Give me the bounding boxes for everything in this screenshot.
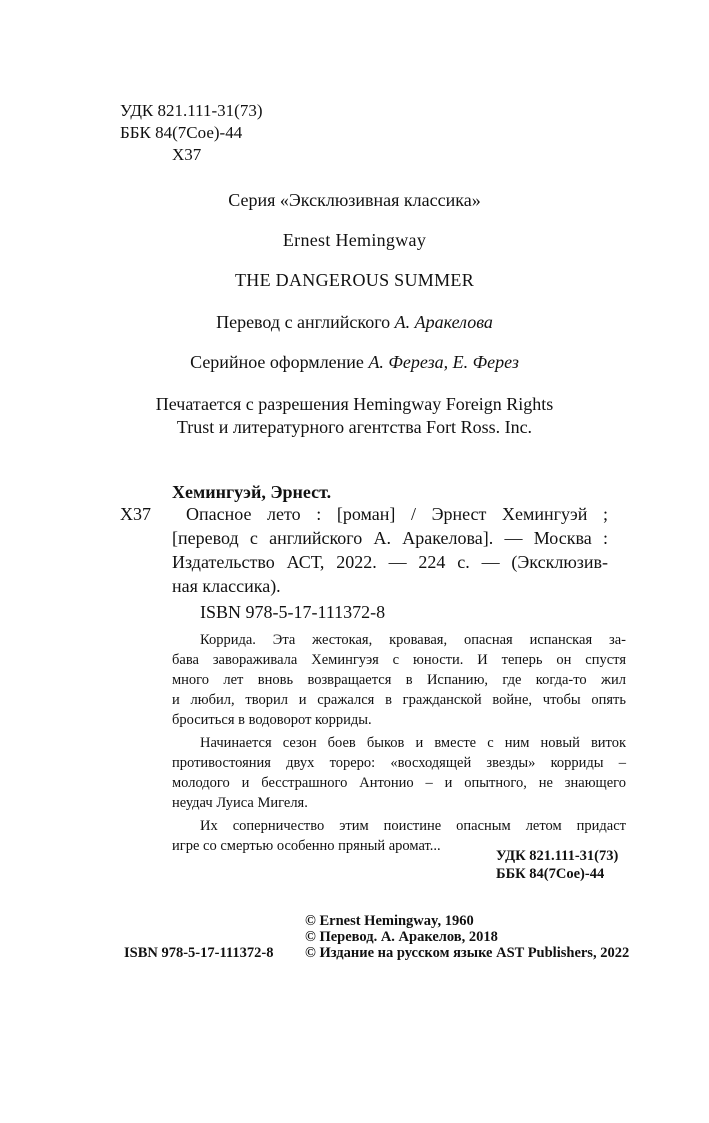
copyright-line: © Ernest Hemingway, 1960 (305, 913, 474, 929)
annotation-paragraph (172, 733, 626, 813)
bib-line: [перевод с английского А. Аракелова]. — Москва : (172, 528, 608, 548)
translator-name: А. Аракелова (394, 312, 493, 332)
author-mark: Х37 (172, 145, 202, 164)
bib-isbn: ISBN 978-5-17-111372-8 (200, 602, 386, 622)
udk-code: УДК 821.111-31(73) (120, 101, 263, 120)
annotation-line: бава завораживала Хемингуэя с юности. И теперь он спустя (172, 652, 626, 668)
copyright-line: © Перевод. А. Аракелов, 2018 (305, 929, 498, 945)
annotation-line: игре со смертью особенно пряный аромат... (172, 838, 441, 854)
bib-line: ная классика). (172, 576, 281, 596)
copyright-line: © Издание на русском языке AST Publishers, 2022 (305, 945, 630, 961)
annotation-bbk: ББК 84(7Сое)-44 (496, 866, 605, 882)
annotation-line: Начинается сезон боев быков и вместе с ним новый виток (200, 735, 626, 751)
bib-mark: Х37 (120, 504, 151, 524)
annotation-line: много лет вновь возвращается в Испанию, где когда-то жил (172, 672, 626, 688)
copyright-isbn: ISBN 978-5-17-111372-8 (124, 945, 274, 961)
annotation-paragraph (172, 630, 626, 730)
translation-prefix: Перевод с английского (216, 312, 395, 332)
original-title: THE DANGEROUS SUMMER (234, 270, 474, 290)
bbk-code: ББК 84(7Сое)-44 (120, 123, 243, 142)
rights-line-1: Печатается с разрешения Hemingway Foreign Rights (155, 394, 554, 414)
original-author: Ernest Hemingway (282, 230, 427, 250)
bib-description (172, 502, 608, 598)
rights-line-2: Trust и литературного агентства Fort Ross. Inc. (176, 417, 533, 437)
bib-line: Опасное лето : [роман] / Эрнест Хемингуэй ; (186, 504, 608, 524)
annotation-line: Их соперничество этим поистине опасным летом придаст (200, 818, 626, 834)
annotation-line: Коррида. Эта жестокая, кровавая, опасная испанская за- (200, 632, 626, 648)
annotation-line: противостояния двух тореро: «восходящей звезды» корриды – (172, 755, 626, 771)
series-line: Серия «Эксклюзивная классика» (228, 190, 481, 210)
design-line (0, 350, 709, 374)
annotation-line: и любил, творил и сражался в гражданской войне, чтобы опять (172, 692, 626, 708)
design-prefix: Серийное оформление (190, 352, 369, 372)
annotation-line: молодого и бесстрашного Антонио – и опытного, не знающего (172, 775, 626, 791)
designer-names: А. Фереза, Е. Ферез (368, 352, 519, 372)
translation-line (0, 310, 709, 334)
annotation-udk: УДК 821.111-31(73) (496, 848, 619, 864)
bib-line: Издательство АСТ, 2022. — 224 с. — (Эксклюзив- (172, 552, 608, 572)
annotation (172, 630, 626, 856)
annotation-line: неудач Луиса Мигеля. (172, 795, 308, 811)
bib-author-heading: Хемингуэй, Эрнест. (172, 482, 332, 502)
annotation-line: броситься в водоворот корриды. (172, 712, 372, 728)
